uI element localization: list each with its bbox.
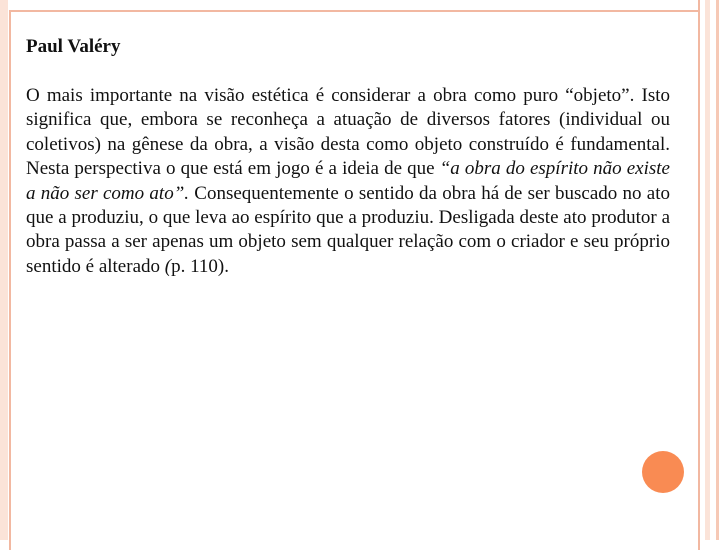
slide-heading: Paul Valéry: [26, 36, 121, 57]
body-text-part1: O mais importante na visão estética é considerar a obra como puro “objeto”. Isto significa que, embora se reconheça a atuação de diversos fatores (individual ou coletivos) na gênese da obra, a visão desta como objeto construído é fundamental. Nesta perspectiva o que está em jogo é a ideia de que: [26, 85, 670, 180]
slide-content: [26, 36, 670, 279]
slide-body-text: [26, 84, 670, 279]
left-decor-stripe: [0, 0, 8, 540]
body-quote-italic: “a obra do espírito não existe a não ser como ato”.: [26, 158, 670, 204]
body-italic-paren: (: [164, 255, 172, 277]
body-text-end: p. 110).: [171, 255, 229, 277]
right-decor-stripe: [705, 0, 710, 540]
right-edge-line: [716, 0, 719, 540]
accent-dot: [642, 451, 684, 493]
body-text-part2: Consequentemente o sentido da obra há de ser buscado no ato que a produziu, o que leva ao espírito que a produziu. Desligada deste ato produtor a obra passa a ser apenas um objeto sem qualquer relação com o criador e seu próprio sentido é alterado: [26, 182, 670, 277]
